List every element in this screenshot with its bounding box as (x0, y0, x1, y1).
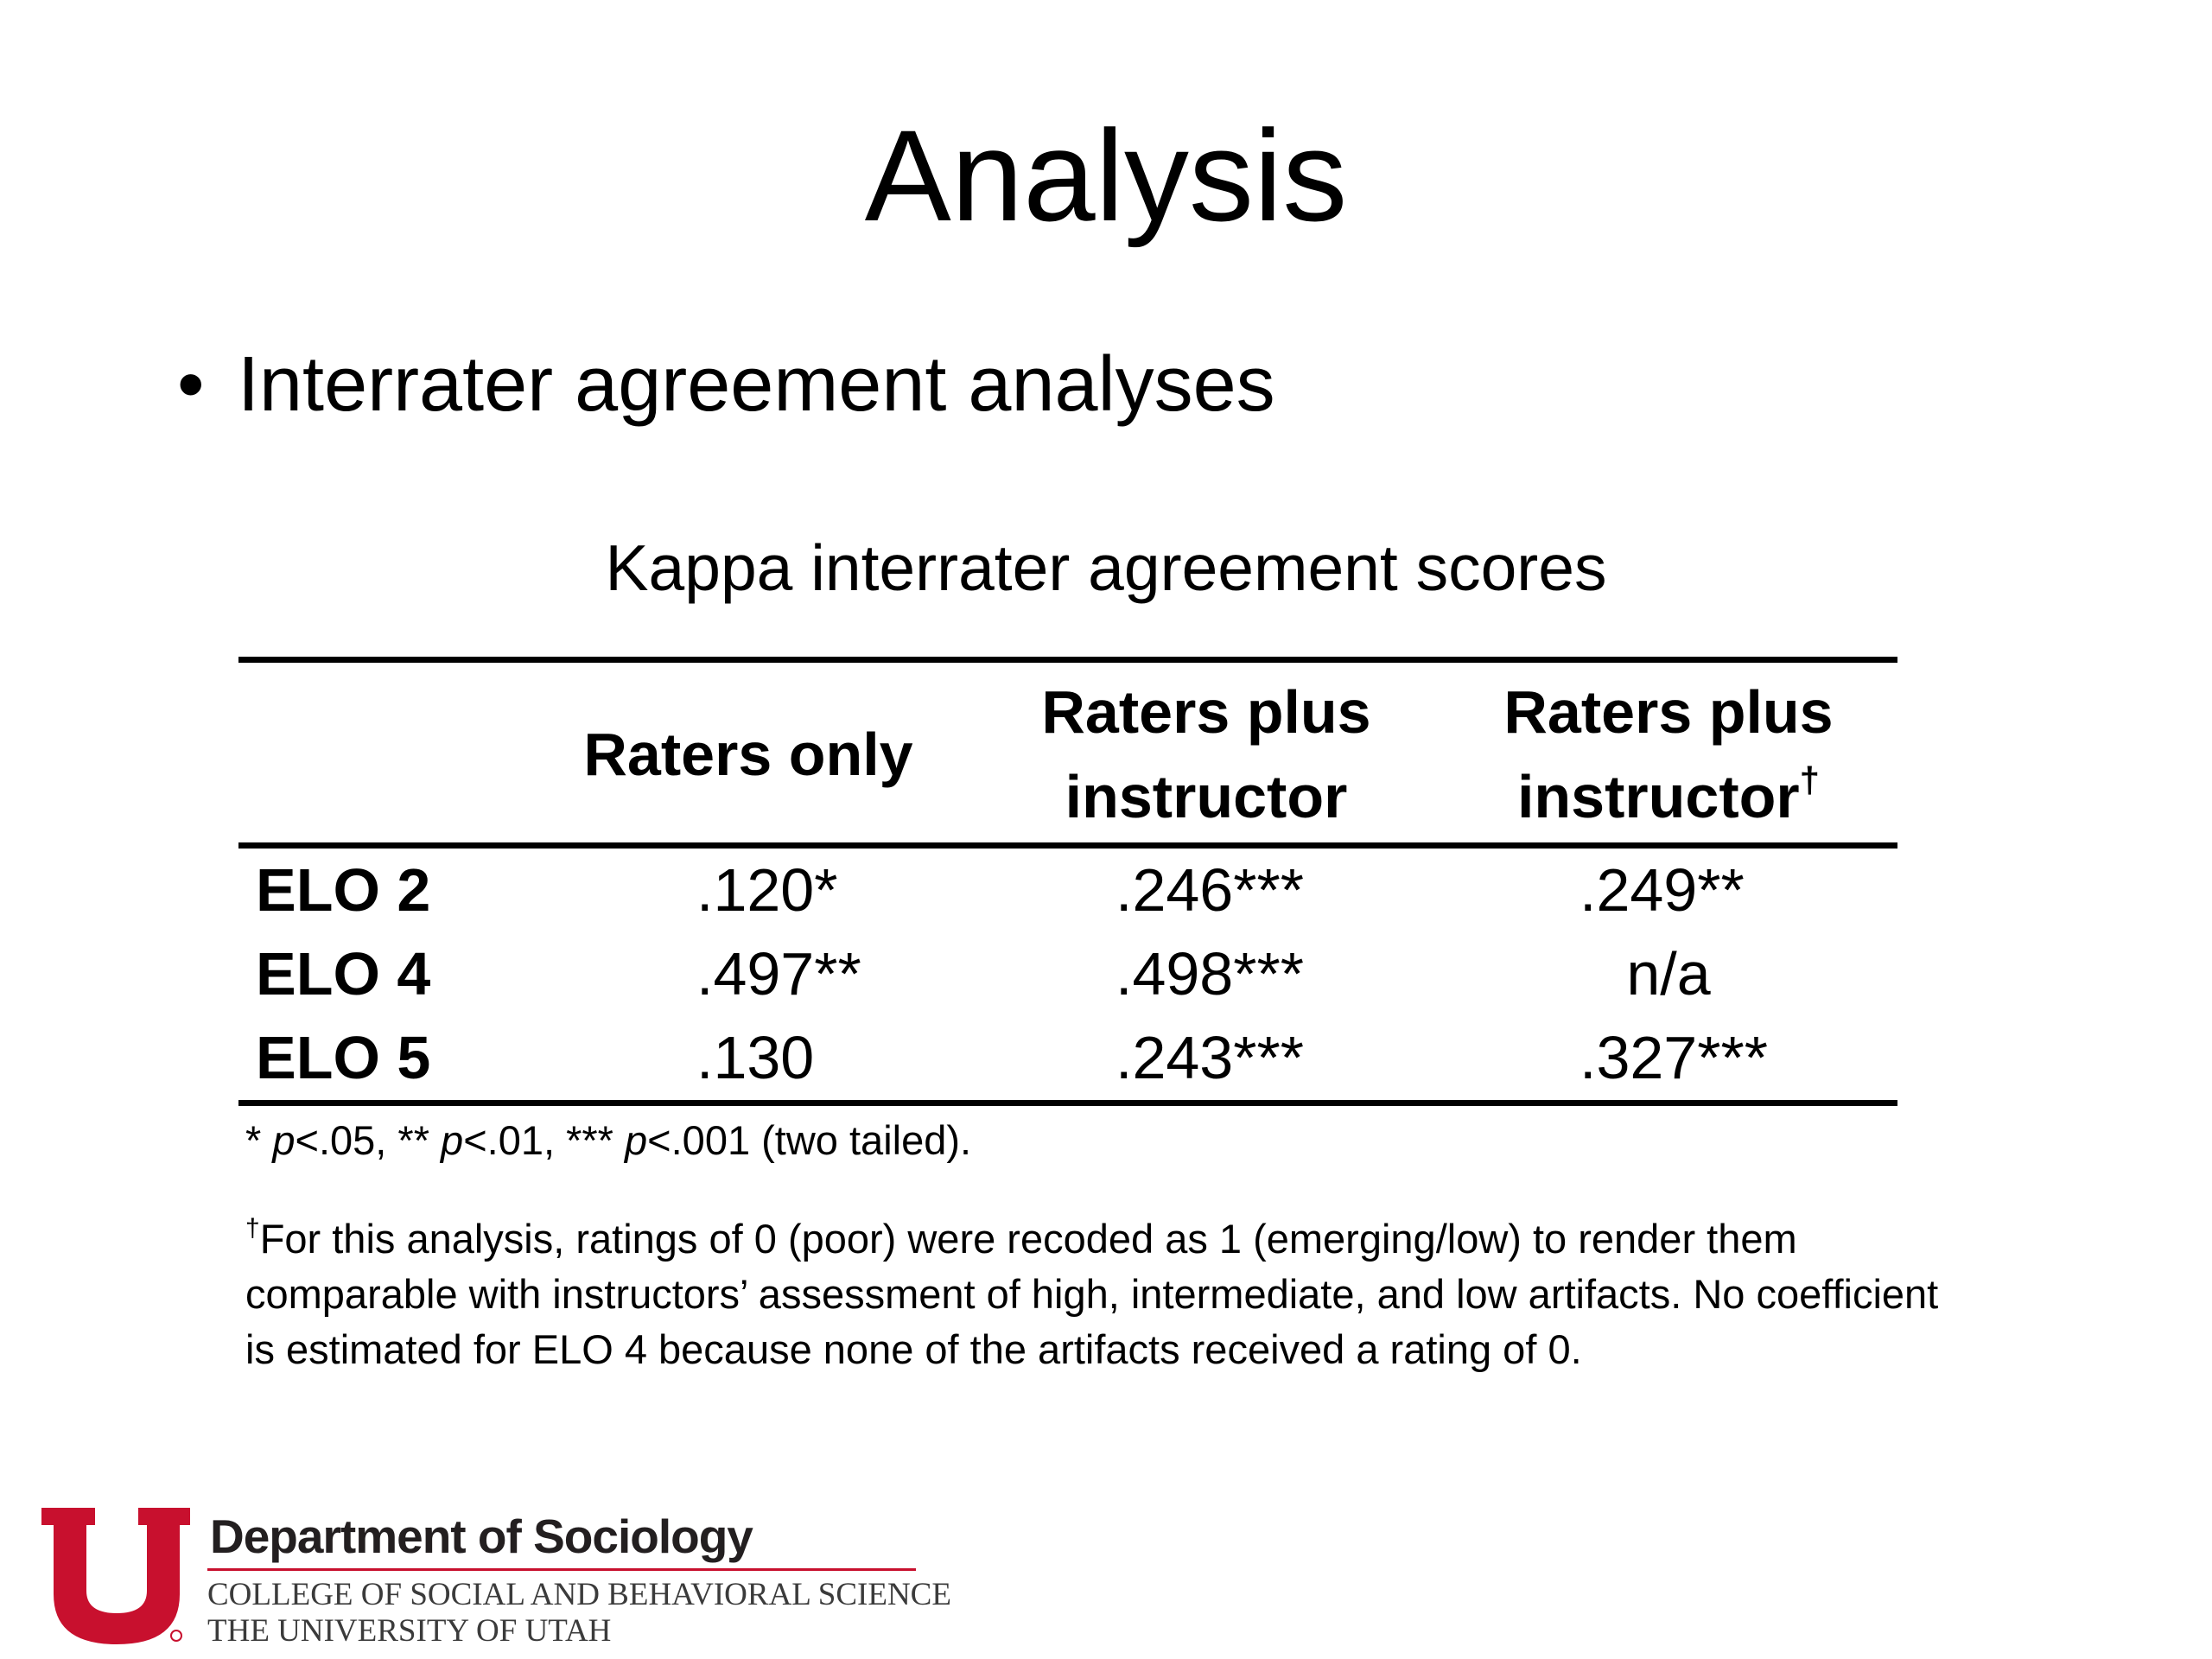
university-of-utah-block-u-icon (41, 1508, 193, 1646)
table-header-row (238, 660, 1897, 846)
sig-part: * (245, 1117, 273, 1163)
table-footnote (245, 1211, 1939, 1377)
college-name: COLLEGE OF SOCIAL AND BEHAVIORAL SCIENCE (207, 1577, 951, 1612)
footnote-dagger: † (245, 1214, 260, 1243)
row-label: ELO 5 (256, 1024, 431, 1091)
cell-raters-plus-instructor-recoded: n/a (1626, 940, 1711, 1007)
bullet-dot: • (177, 341, 205, 428)
table-caption: Kappa interrater agreement scores (605, 531, 1607, 604)
bullet-text: Interrater agreement analyses (238, 341, 1275, 428)
cell-raters-only: .130 (696, 1024, 815, 1091)
kappa-table (238, 657, 1897, 1106)
cell-raters-plus-instructor-recoded: .327*** (1580, 1024, 1768, 1091)
cell-raters-plus-instructor: .243*** (1116, 1024, 1304, 1091)
bullet-item (177, 337, 1275, 432)
table-row (238, 932, 1897, 1016)
sig-part: <.01, *** (463, 1117, 626, 1163)
slide-title: Analysis (864, 103, 1348, 248)
cell-raters-plus-instructor: .246*** (1116, 856, 1304, 924)
department-name: Department of Sociology (210, 1510, 753, 1563)
header-raters-plus-instructor (973, 660, 1440, 846)
header-raters-plus-instructor-recoded-line1: Raters plus (1503, 678, 1834, 746)
footnote-text: For this analysis, ratings of 0 (poor) were recoded as 1 (emerging/low) to render them comparable with instructors’ assessment of high, intermediate, and low artifacts. No coefficient is estimated for ELO 4 because none of the artifacts received a rating of 0. (245, 1216, 1939, 1372)
sig-p: p (272, 1117, 296, 1163)
university-name: THE UNIVERSITY OF UTAH (207, 1613, 612, 1649)
sig-part: <.05, ** (295, 1117, 442, 1163)
cell-raters-only: .120* (696, 856, 838, 924)
logo-divider (207, 1568, 916, 1571)
sig-part: <.001 (two tailed). (647, 1117, 972, 1163)
table-row (238, 1016, 1897, 1103)
header-raters-plus-instructor-line2: instructor (1065, 763, 1348, 830)
header-raters-plus-instructor-recoded (1440, 660, 1897, 846)
cell-raters-plus-instructor: .498*** (1116, 940, 1304, 1007)
cell-raters-plus-instructor-recoded: .249** (1580, 856, 1745, 924)
table-row (238, 846, 1897, 933)
header-raters-only-label: Raters only (583, 721, 913, 788)
department-logo (41, 1508, 951, 1649)
significance-note (245, 1115, 971, 1166)
row-label: ELO 2 (256, 856, 431, 924)
kappa-table-container (238, 657, 1897, 1106)
sig-p: p (625, 1117, 648, 1163)
header-raters-plus-instructor-line1: Raters plus (1041, 678, 1371, 746)
row-label: ELO 4 (256, 940, 431, 1007)
header-empty (238, 660, 524, 846)
sig-p: p (441, 1117, 464, 1163)
header-raters-only (524, 660, 973, 846)
cell-raters-only: .497** (696, 940, 861, 1007)
header-raters-plus-instructor-recoded-line2: instructor (1516, 763, 1800, 830)
dagger-mark: † (1799, 760, 1821, 800)
